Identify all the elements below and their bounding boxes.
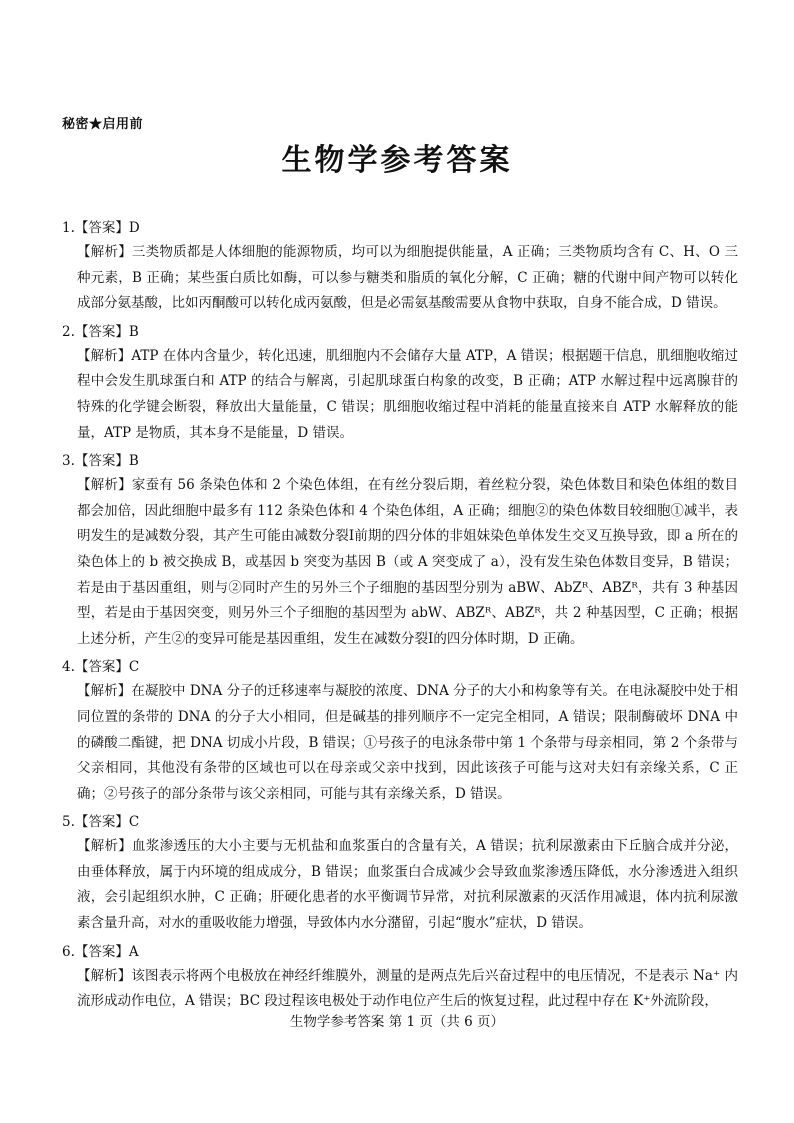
page-footer: 生物学参考答案 第 1 页（共 6 页） [289,1014,505,1030]
answer-key: 6.【答案】A [62,943,139,960]
analysis-text: 【解析】该图表示将两个电极放在神经纤维膜外，测量的是两点先后兴奋过程中的电压情况，不是表示 Na⁺ 内流形成动作电位，A 错误；BC 段过程该电极处于动作电位产生后的恢复过程，此过程中存在 K⁺外流阶段， [77,967,738,1010]
analysis-text: 【解析】在凝胶中 DNA 分子的迁移速率与凝胶的浓度、DNA 分子的大小和构象等有关。在电泳凝胶中处于相同位置的条带的 DNA 的分子大小相同，但是碱基的排列顺序不一定完全相同，A 错误；限制酶破坏 DNA 中的磷酸二酯键，把 DNA 切成小片段，B 错误；①号孩子的电泳条带中第 1 个条带与母亲相同，第 2 个条带与父亲相同，其他没有条带的区域也可以在母亲或父亲中找到，因此该孩子可能与这对夫妇有亲缘关系，C 正确；②号孩子的部分条带与该父亲相同，可能与其有亲缘关系，D 错误。 [77,683,738,802]
answer-item-1 [62,216,738,317]
answer-key: 5.【答案】C [62,814,140,831]
analysis-text: 【解析】家蚕有 56 条染色体和 2 个染色体组，在有丝分裂后期，着丝粒分裂，染色体数目和染色体组的数目都会加倍，因此细胞中最多有 112 条染色体和 4 个染色体组，A 正确；细胞②的染色体数目较细胞①减半，表明发生的是减数分裂，其产生可能由减数分裂Ⅰ前期的四分体的非姐妹染色单体发生交叉互换导致，即 a 所在的染色体上的 b 被交换成 B，或基因 b 突变为基因 B（或 A 突变成了 a），没有发生染色体数目变异，B 错误；若是由于基因重组，则与②同时产生的另外三个子细胞的基因型分别为 aBW、AbZᴿ、ABZᴿ，共有 3 种基因型，若是由于基因突变，则另外三个子细胞的基因型为 abW、ABZᴿ、ABZᴿ，共 2 种基因型，C 正确；根据上述分析，产生②的变异可能是基因重组，发生在减数分裂Ⅰ的四分体时期，D 正确。 [77,477,738,647]
analysis-text: 【解析】血浆渗透压的大小主要与无机盐和血浆蛋白的含量有关，A 错误；抗利尿激素由下丘脑合成并分泌，由垂体释放，属于内环境的组成成分，B 错误；血浆蛋白合成减少会导致血浆渗透压降低，水分渗透进入组织液，会引起组织水肿，C 正确；肝硬化患者的水平衡调节异常，对抗利尿激素的灭活作用减退，体内抗利尿激素含量升高，对水的重吸收能力增强，导致体内水分潴留，引起“腹水”症状，D 错误。 [77,838,738,932]
answer-item-5 [62,810,738,936]
answer-item-6 [62,940,738,1015]
secret-label: 秘密★启用前 [62,117,144,132]
analysis-text: 【解析】ATP 在体内含量少，转化迅速，肌细胞内不会储存大量 ATP，A 错误；根据题干信息，肌细胞收缩过程中会发生肌球蛋白和 ATP 的结合与解离，引起肌球蛋白构象的改变，B 正确；ATP 水解过程中远离腺苷的特殊的化学键会断裂，释放出大量能量，C 错误；肌细胞收缩过程中消耗的能量直接来自 ATP 水解释放的能量，ATP 是物质，其本身不是能量，D 错误。 [77,347,738,441]
answer-key: 4.【答案】C [62,659,140,676]
answer-key: 2.【答案】B [62,323,139,340]
answer-item-2 [62,320,738,446]
page-title: 生物学参考答案 [281,143,513,178]
answer-item-3 [62,449,738,652]
analysis-text: 【解析】三类物质都是人体细胞的能源物质，均可以为细胞提供能量，A 正确；三类物质均含有 C、H、O 三种元素，B 正确；某些蛋白质比如酶，可以参与糖类和脂质的氧化分解，C 正确；糖的代谢中间产物可以转化成部分氨基酸，比如丙酮酸可以转化成丙氨酸，但是必需氨基酸需要从食物中获取，自身不能合成，D 错误。 [77,244,738,312]
answer-key: 1.【答案】D [62,220,140,236]
answer-key: 3.【答案】B [62,453,139,470]
answer-list [62,216,738,1018]
answer-item-4 [62,655,738,807]
